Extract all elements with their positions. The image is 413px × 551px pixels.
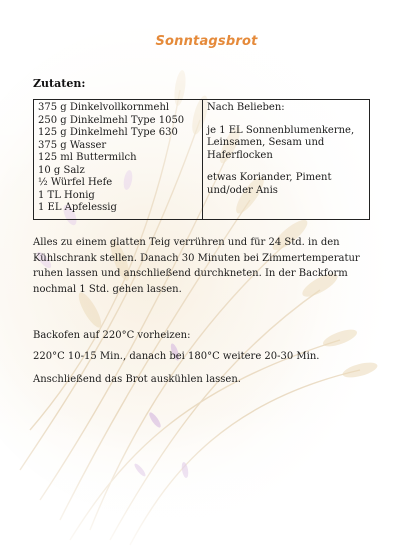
optional-item: und/oder Anis (207, 184, 278, 196)
ingredient-item: ½ Würfel Hefe (38, 177, 113, 188)
ingredients-main-cell (34, 100, 203, 220)
optional-item: etwas Koriander, Piment (207, 172, 332, 183)
optional-item: je 1 EL Sonnenblumenkerne, (207, 124, 355, 136)
ingredient-item: 125 g Dinkelmehl Type 630 (38, 127, 178, 138)
instruction-preheat: Backofen auf 220°C vorheizen: (33, 330, 191, 341)
instruction-baking-times: 220°C 10-15 Min., danach bei 180°C weitere 20-30 Min. (33, 351, 320, 362)
ingredient-item: 125 ml Buttermilch (38, 152, 137, 163)
page-title: Sonntagsbrot (155, 34, 258, 49)
optional-item: Leinsamen, Sesam und (207, 137, 325, 148)
optional-heading: Nach Belieben: (207, 102, 285, 113)
ingredient-item: 250 g Dinkelmehl Type 1050 (38, 114, 185, 126)
ingredient-item: 10 g Salz (38, 164, 85, 176)
ingredient-item: 375 g Wasser (38, 139, 107, 151)
ingredient-item: 1 TL Honig (38, 189, 95, 201)
optional-item: Haferflocken (207, 149, 273, 161)
instruction-dough: Alles zu einem glatten Teig verrühren und für 24 Std. in den Kühlschrank stellen. Danach 30 Minuten bei Zimmertemperatur ruhen lassen und anschließend durchkneten. In der Backform nochmal 1 Std. gehen lassen. (33, 237, 360, 295)
ingredient-item: 1 EL Apfelessig (38, 202, 117, 213)
ingredient-item: 375 g Dinkelvollkornmehl (38, 102, 170, 113)
optional-ingredients-cell (203, 100, 370, 220)
ingredients-label: Zutaten: (33, 77, 86, 90)
instruction-cooling: Anschließend das Brot auskühlen lassen. (33, 374, 241, 385)
ingredients-table (33, 99, 370, 220)
